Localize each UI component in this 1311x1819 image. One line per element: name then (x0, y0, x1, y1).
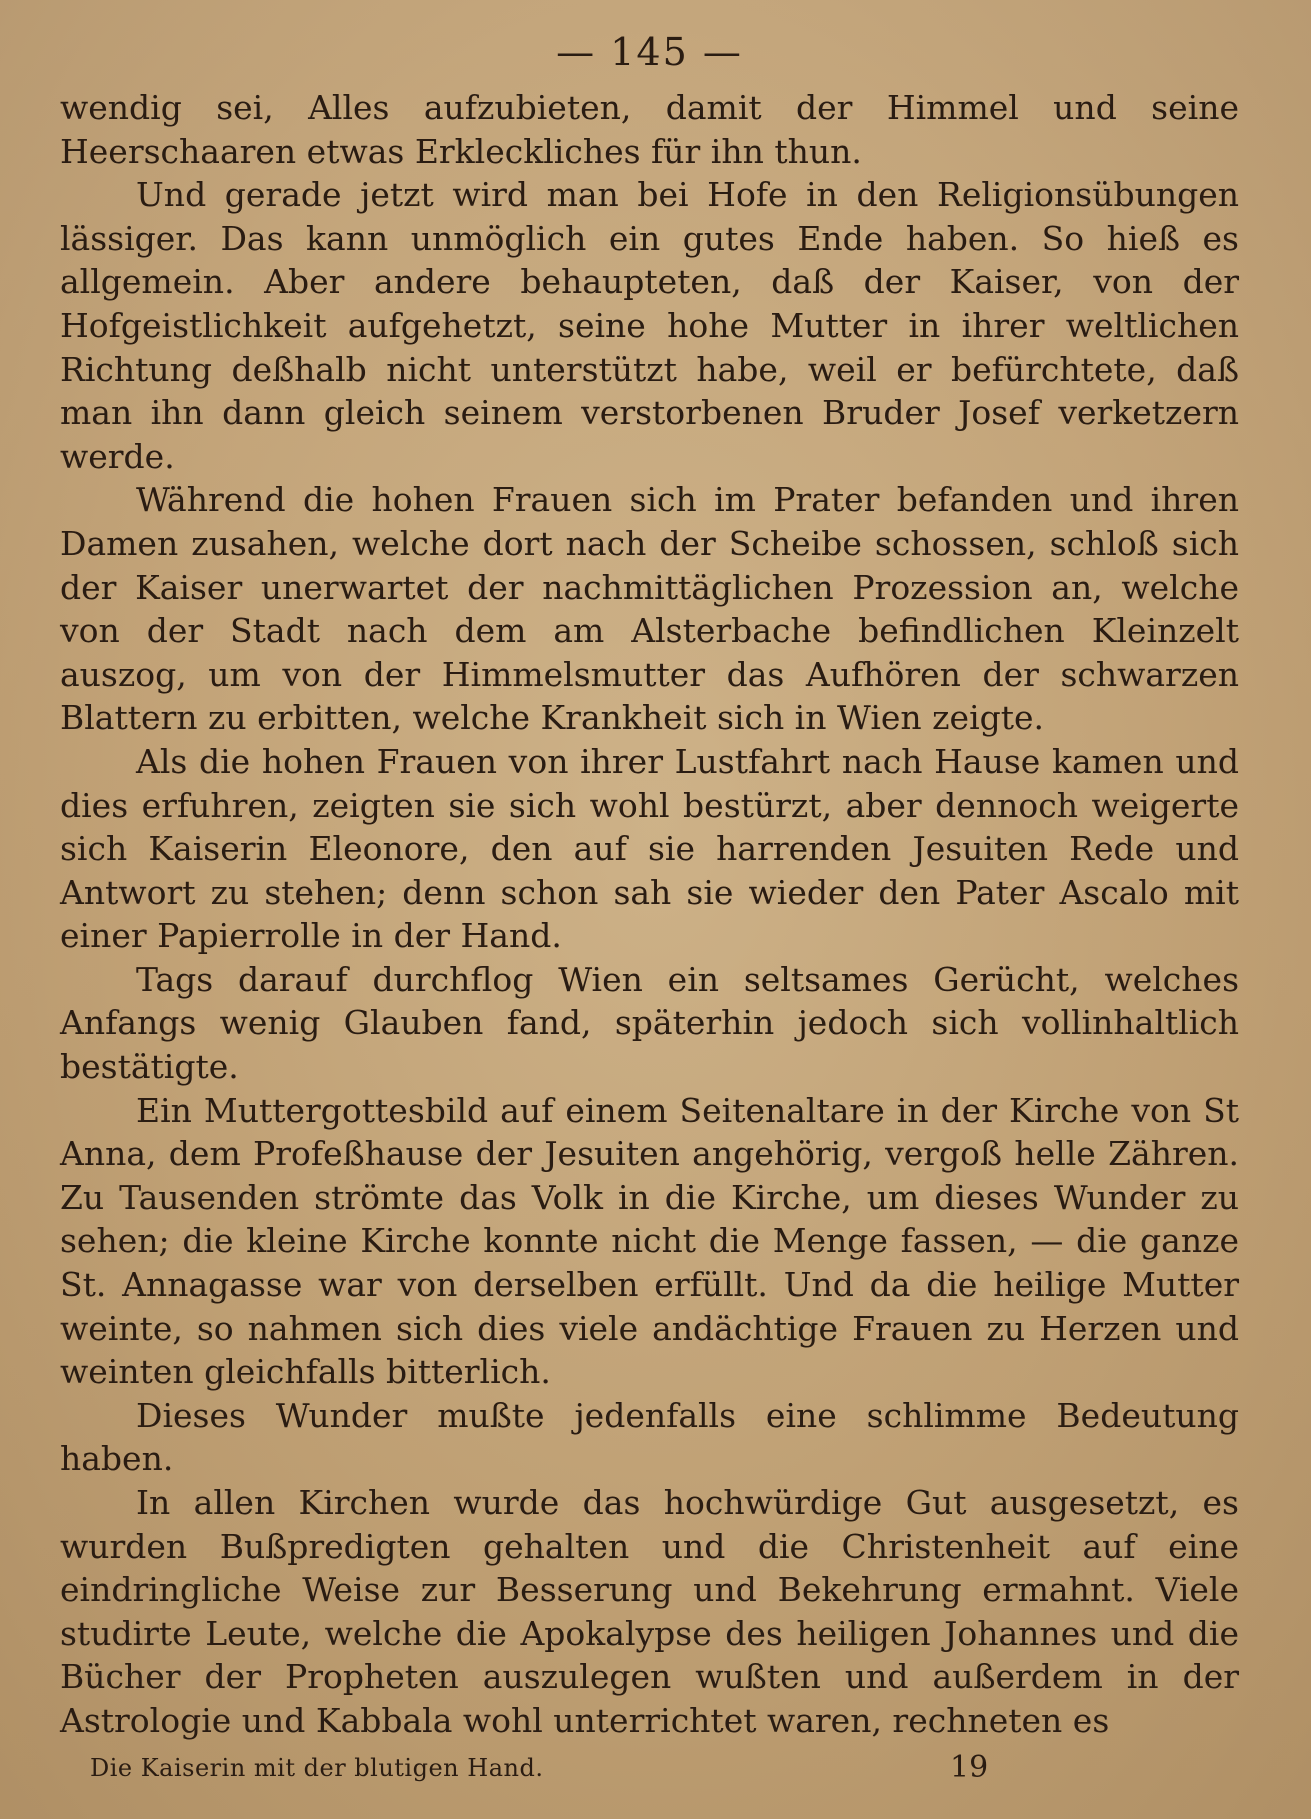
paragraph: Und gerade jetzt wird man bei Hofe in den Religionsübungen lässiger. Das kann unmöglich ein gutes Ende haben. So hieß es allgemein. Aber andere behaupteten, daß der Kaiser, von der Hofgeistlichkeit aufgehetzt, seine hohe Mutter in ihrer weltlichen Richtung deßhalb nicht unterstützt habe, weil er befürchtete, daß man ihn dann gleich seinem verstorbenen Bruder Josef verketzern werde. (60, 175, 1239, 476)
page-number: — 145 — (556, 30, 743, 74)
body-text (60, 86, 1239, 1743)
paragraph: Während die hohen Frauen sich im Prater befanden und ihren Damen zusahen, welche dort nach der Scheibe schossen, schloß sich der Kaiser unerwartet der nachmittäglichen Prozession an, welche von der Stadt nach dem am Alsterbache befindlichen Kleinzelt auszog, um von der Himmelsmutter das Aufhören der schwarzen Blattern zu erbitten, welche Krankheit sich in Wien zeigte. (60, 480, 1239, 738)
signature-mark: 19 (950, 1750, 989, 1785)
running-title: Die Kaiserin mit der blutigen Hand. (90, 1754, 544, 1782)
paragraph: wendig sei, Alles aufzubieten, damit der Himmel und seine Heerschaaren etwas Erkleckliches für ihn thun. (60, 88, 1239, 171)
paragraph: Dieses Wunder mußte jedenfalls eine schlimme Bedeutung haben. (60, 1395, 1239, 1479)
paragraph: In allen Kirchen wurde das hochwürdige Gut ausgesetzt, es wurden Bußpredigten gehalten und die Christenheit auf eine eindringliche Weise zur Besserung und Bekehrung ermahnt. Viele studirte Leute, welche die Apokalypse des heiligen Johannes und die Bücher der Propheten auszulegen wußten und außerdem in der Astrologie und Kabbala wohl unterrichtet waren, rechneten es (60, 1483, 1239, 1740)
paragraph: Als die hohen Frauen von ihrer Lustfahrt nach Hause kamen und dies erfuhren, zeigten sie sich wohl bestürzt, aber dennoch weigerte sich Kaiserin Eleonore, den auf sie harrenden Jesuiten Rede und Antwort zu stehen; denn schon sah sie wieder den Pater Ascalo mit einer Papierrolle in der Hand. (60, 741, 1239, 956)
paragraph: Tags darauf durchflog Wien ein seltsames Gerücht, welches Anfangs wenig Glauben fand, späterhin jedoch sich vollinhaltlich bestätigte. (60, 959, 1239, 1087)
page-footer (90, 1748, 1191, 1788)
paragraph: Ein Muttergottesbild auf einem Seitenaltare in der Kirche von St Anna, dem Profeßhause der Jesuiten angehörig, vergoß helle Zähren. Zu Tausenden strömte das Volk in die Kirche, um dieses Wunder zu sehen; die kleine Kirche konnte nicht die Menge fassen, — die ganze St. Annagasse war von derselben erfüllt. Und da die heilige Mutter weinte, so nahmen sich dies viele andächtige Frauen zu Herzen und weinten gleichfalls bitterlich. (60, 1090, 1239, 1392)
